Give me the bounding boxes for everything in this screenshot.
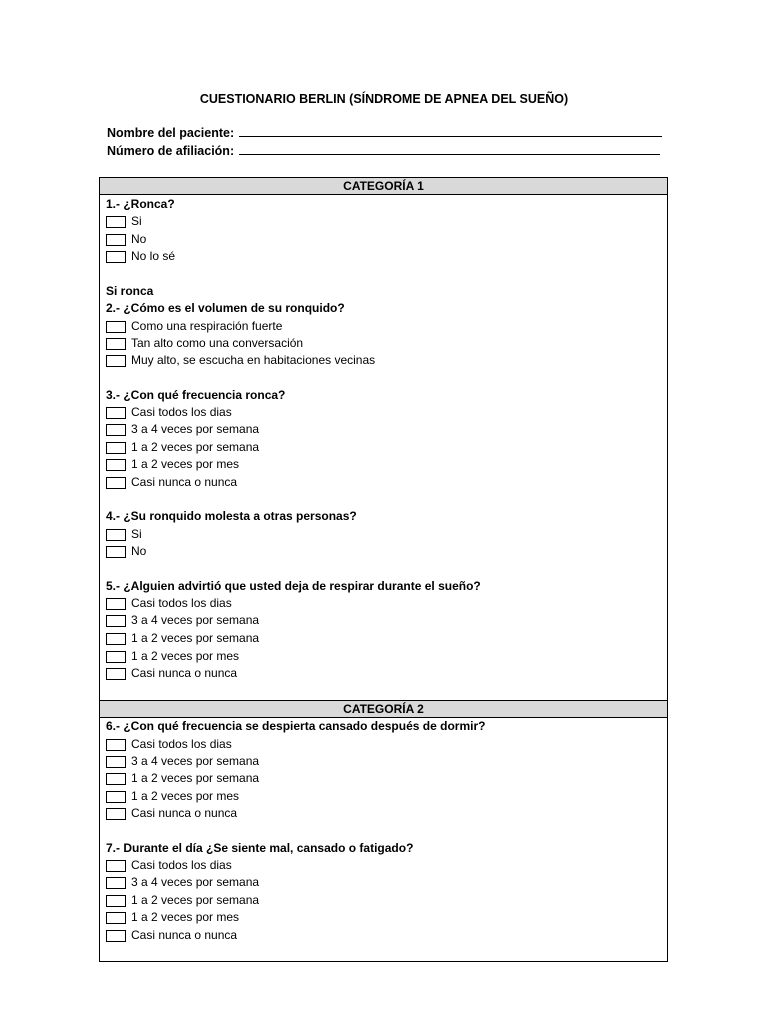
patient-name-line[interactable] <box>239 125 662 137</box>
affiliation-field <box>107 143 660 158</box>
question-6: 6.- ¿Con qué frecuencia se despierta cansado después de dormir? <box>106 719 486 733</box>
checkbox[interactable] <box>106 615 126 627</box>
questionnaire-table <box>99 177 668 962</box>
checkbox[interactable] <box>106 424 126 436</box>
q3-option[interactable]: Casi nunca o nunca <box>106 475 237 489</box>
si-ronca-label: Si ronca <box>106 284 154 298</box>
q7-option[interactable]: 1 a 2 veces por mes <box>106 910 239 924</box>
checkbox[interactable] <box>106 529 126 541</box>
checkbox[interactable] <box>106 477 126 489</box>
checkbox[interactable] <box>106 459 126 471</box>
patient-name-field <box>107 125 662 140</box>
q1-option[interactable]: No <box>106 232 146 246</box>
checkbox[interactable] <box>106 808 126 820</box>
checkbox[interactable] <box>106 668 126 680</box>
q3-option[interactable]: 1 a 2 veces por semana <box>106 440 259 454</box>
checkbox[interactable] <box>106 877 126 889</box>
checkbox[interactable] <box>106 546 126 558</box>
checkbox[interactable] <box>106 442 126 454</box>
q5-option[interactable]: 1 a 2 veces por mes <box>106 649 239 663</box>
question-7: 7.- Durante el día ¿Se siente mal, cansado o fatigado? <box>106 841 414 855</box>
q5-option[interactable]: 3 a 4 veces por semana <box>106 613 259 627</box>
q6-option[interactable]: Casi todos los dias <box>106 737 232 751</box>
checkbox[interactable] <box>106 251 126 263</box>
checkbox[interactable] <box>106 407 126 419</box>
q1-option[interactable]: No lo sé <box>106 249 175 263</box>
affiliation-label: Número de afiliación: <box>107 144 235 158</box>
checkbox[interactable] <box>106 739 126 751</box>
checkbox[interactable] <box>106 791 126 803</box>
q1-option[interactable]: Si <box>106 214 142 228</box>
checkbox[interactable] <box>106 651 126 663</box>
q6-option[interactable]: 3 a 4 veces por semana <box>106 754 259 768</box>
checkbox[interactable] <box>106 321 126 333</box>
category-2-header: CATEGORÍA 2 <box>100 700 667 718</box>
q3-option[interactable]: 1 a 2 veces por mes <box>106 457 239 471</box>
checkbox[interactable] <box>106 355 126 367</box>
checkbox[interactable] <box>106 860 126 872</box>
q4-option[interactable]: Si <box>106 527 142 541</box>
checkbox[interactable] <box>106 773 126 785</box>
question-1: 1.- ¿Ronca? <box>106 197 175 211</box>
checkbox[interactable] <box>106 930 126 942</box>
q3-option[interactable]: Casi todos los dias <box>106 405 232 419</box>
q7-option[interactable]: Casi todos los dias <box>106 858 232 872</box>
q6-option[interactable]: Casi nunca o nunca <box>106 806 237 820</box>
q7-option[interactable]: Casi nunca o nunca <box>106 928 237 942</box>
q2-option[interactable]: Tan alto como una conversación <box>106 336 303 350</box>
affiliation-line[interactable] <box>239 143 660 155</box>
checkbox[interactable] <box>106 338 126 350</box>
q5-option[interactable]: Casi nunca o nunca <box>106 666 237 680</box>
checkbox[interactable] <box>106 234 126 246</box>
checkbox[interactable] <box>106 216 126 228</box>
q6-option[interactable]: 1 a 2 veces por mes <box>106 789 239 803</box>
checkbox[interactable] <box>106 912 126 924</box>
q6-option[interactable]: 1 a 2 veces por semana <box>106 771 259 785</box>
q3-option[interactable]: 3 a 4 veces por semana <box>106 422 259 436</box>
checkbox[interactable] <box>106 633 126 645</box>
q7-option[interactable]: 1 a 2 veces por semana <box>106 893 259 907</box>
q2-option[interactable]: Como una respiración fuerte <box>106 319 282 333</box>
patient-name-label: Nombre del paciente: <box>107 126 235 140</box>
q4-option[interactable]: No <box>106 544 146 558</box>
question-5: 5.- ¿Alguien advirtió que usted deja de respirar durante el sueño? <box>106 579 481 593</box>
checkbox[interactable] <box>106 598 126 610</box>
checkbox[interactable] <box>106 895 126 907</box>
q7-option[interactable]: 3 a 4 veces por semana <box>106 875 259 889</box>
question-4: 4.- ¿Su ronquido molesta a otras personas? <box>106 509 357 523</box>
question-2: 2.- ¿Cómo es el volumen de su ronquido? <box>106 301 345 315</box>
document-title: CUESTIONARIO BERLIN (SÍNDROME DE APNEA DEL SUEÑO) <box>199 92 569 106</box>
q5-option[interactable]: 1 a 2 veces por semana <box>106 631 259 645</box>
question-3: 3.- ¿Con qué frecuencia ronca? <box>106 388 286 402</box>
checkbox[interactable] <box>106 756 126 768</box>
category-1-header: CATEGORÍA 1 <box>100 178 667 195</box>
q5-option[interactable]: Casi todos los dias <box>106 596 232 610</box>
q2-option[interactable]: Muy alto, se escucha en habitaciones vecinas <box>106 353 375 367</box>
